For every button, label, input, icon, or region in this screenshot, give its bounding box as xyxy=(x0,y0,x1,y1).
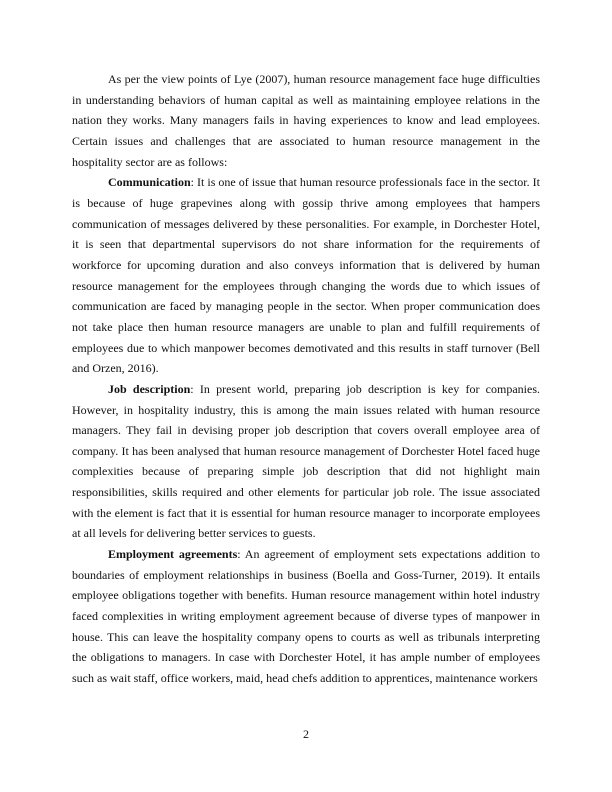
document-body xyxy=(72,69,540,689)
paragraph-communication xyxy=(72,172,540,379)
paragraph-text: : It is one of issue that human resource professionals face in the sector. It is because of huge grapevines along with gossip thrive among employees that hampers communication of messages delivered by these personalities. For example, in Dorchester Hotel, it is seen that departmental supervisors do not share information for the requirements of workforce for upcoming duration and also conveys information that is delivered by human resource management for the employees through changing the words due to which issues of communication are faced by managing people in the sector. When proper communication does not take place then human resource managers are unable to plan and fulfill requirements of employees due to which manpower becomes demotivated and this results in staff turnover (Bell and Orzen, 2016). xyxy=(72,175,540,376)
page-number: 2 xyxy=(303,727,309,741)
paragraph-employment-agreements xyxy=(72,544,540,689)
paragraph-text: : An agreement of employment sets expectations addition to boundaries of employment relationships in business (Boella and Goss-Turner, 2019). It entails employee obligations together with benefits. Human resource management within hotel industry faced complexities in writing employment agreement because of diverse types of manpower in house. This can leave the hospitality company opens to courts as well as tribunals interpreting the obligations to managers. In case with Dorchester Hotel, it has ample number of employees such as wait staff, office workers, maid, head chefs addition to apprentices, maintenance workers xyxy=(72,547,540,686)
paragraph-heading: Communication xyxy=(108,175,191,190)
paragraph-heading: Job description xyxy=(108,381,191,396)
paragraph-text: : In present world, preparing job description is key for companies. However, in hospitality industry, this is among the main issues related with human resource managers. They fail in devising proper job description that covers overall employee area of company. It has been analysed that human resource management of Dorchester Hotel faced huge complexities because of preparing simple job description that did not highlight main responsibilities, skills required and other elements for particular job role. The issue associated with the element is fact that it is essential for human resource manager to incorporate employees at all levels for delivering better services to guests. xyxy=(72,381,541,541)
paragraph-job-description xyxy=(72,379,540,544)
paragraph-heading: Employment agreements xyxy=(108,547,238,562)
paragraph-intro xyxy=(72,69,540,172)
paragraph-text: As per the view points of Lye (2007), human resource management face huge difficulties in understanding behaviors of human capital as well as maintaining employee relations in the nation they works. Many managers fails in having experiences to know and lead employees. Certain issues and challenges that are associated to human resource management in the hospitality sector are as follows: xyxy=(72,72,540,169)
